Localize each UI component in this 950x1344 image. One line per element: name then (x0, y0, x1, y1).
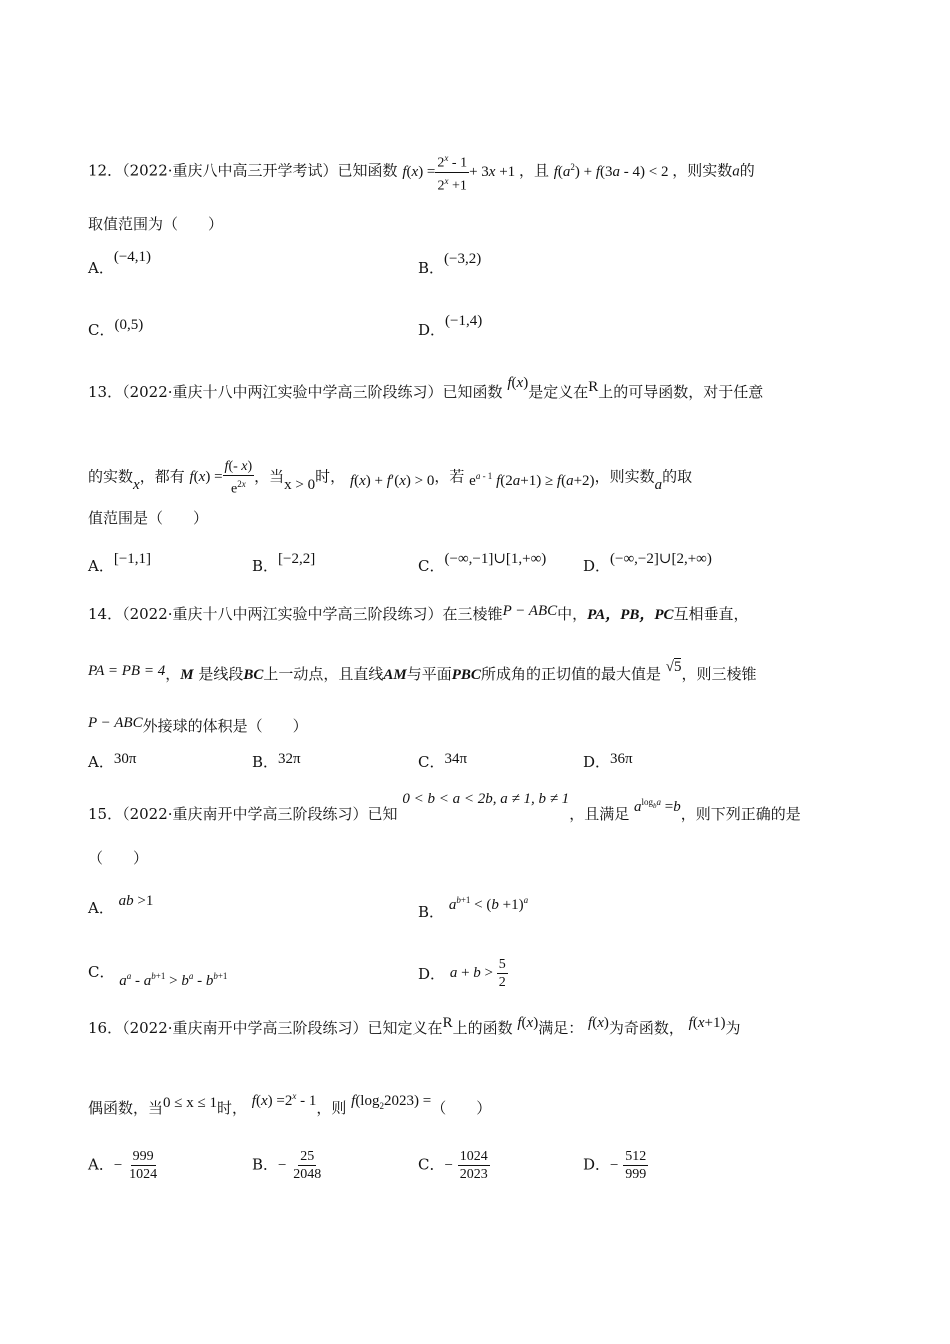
q15-option-b[interactable] (418, 895, 529, 923)
option-value: $a^a - a^{b+1} > b^a - b^{b+1}$ (119, 971, 228, 989)
q16-option-b[interactable] (252, 1148, 323, 1183)
q12-number: 12． (88, 161, 123, 180)
q13-text: ，当 (254, 467, 285, 486)
q16-option-d[interactable] (583, 1148, 648, 1183)
q15-option-d[interactable] (418, 958, 508, 993)
q16-function: f(x) (517, 1015, 539, 1031)
q13-text: 上的可导函数，对于任意 (598, 383, 764, 401)
q16-text: 为奇函数， (608, 1019, 684, 1037)
option-value: (−∞,−2]∪[2,+∞) (610, 551, 712, 567)
q13-line1 (88, 375, 764, 403)
q16-source: （2022·重庆南开中学高三阶段练习） (122, 1019, 368, 1037)
q12-text: 的 (739, 161, 755, 180)
option-fraction: $\frac{25}{2048}$ (293, 1149, 322, 1182)
option-value: 36π (610, 751, 633, 767)
option-label: B． (252, 1155, 279, 1174)
q16-text: 为 (725, 1019, 741, 1037)
q16-shifted-function: f(x+1) (688, 1015, 726, 1031)
q14-text: 与平面 (406, 665, 452, 683)
q14-line3 (88, 716, 308, 737)
q16-option-c[interactable] (418, 1148, 490, 1183)
option-value: 34π (444, 751, 468, 767)
option-value: (−4,1) (113, 249, 152, 265)
q16-text: 偶函数，当 (88, 1099, 164, 1117)
q12-option-c[interactable] (88, 317, 144, 341)
option-label: B． (418, 903, 445, 921)
option-label: B． (252, 557, 279, 575)
option-label: C． (418, 1155, 445, 1174)
q15-log-equation: $a^{log_ba} =b$ (633, 797, 681, 815)
option-value: a + b > $\frac{5}{2}$ (449, 957, 506, 990)
option-label: D． (583, 557, 611, 575)
q15-line2: （ ） (88, 849, 149, 867)
option-value: ab >1 (118, 893, 154, 909)
option-value: (−3,2) (444, 251, 482, 267)
q14-number: 14． (88, 605, 123, 623)
option-label: D． (583, 753, 611, 771)
q12-condition: $f(a^2) + f(3a - 4) < 2$ (553, 161, 673, 180)
q12-function: f(x) = $\frac{2^x - 1}{2^x +1}$ + 3x +1 (402, 164, 519, 180)
q15-option-c[interactable] (88, 958, 228, 989)
q13-text: 已知函数 (442, 383, 503, 401)
q16-query: $f(\log_22023)$ = (351, 1093, 432, 1111)
option-value: (−∞,−1]∪[1,+∞) (444, 551, 547, 567)
q13-text: ，则实数 (594, 467, 655, 486)
q13-text: 是定义在 (528, 383, 589, 401)
q14-point-m: M (180, 667, 194, 683)
q16-text: ，则 (316, 1099, 347, 1117)
q16-number: 16． (88, 1019, 123, 1037)
option-label: D． (583, 1155, 611, 1174)
option-label: B． (252, 753, 279, 771)
q16-line2 (88, 1091, 492, 1124)
q13-text: ，都有 (139, 467, 185, 486)
q14-text: 所成角的正切值的最大值是 (480, 665, 661, 683)
q15-text: ，则下列正确的是 (680, 805, 801, 823)
q14-equal-lengths: PA = PB = 4 (88, 663, 166, 679)
q14-source: （2022·重庆十八中两江实验中学高三阶段练习） (122, 605, 443, 623)
option-value: [−2,2] (278, 551, 316, 567)
q15-option-a[interactable] (88, 893, 154, 919)
option-value: $a^{b+1} < (b +1)^a$ (448, 895, 529, 913)
option-label: D． (418, 321, 446, 339)
option-value: (0,5) (114, 317, 144, 333)
q13-option-b[interactable] (252, 551, 316, 577)
q14-line1 (88, 604, 749, 625)
q14-pyramid: P − ABC (502, 603, 558, 619)
option-value: (−1,4) (445, 313, 483, 329)
option-value: 32π (278, 751, 301, 767)
q16-real-set: R (442, 1015, 453, 1031)
q13-symmetry-formula: f(x) = $\frac{f(- x)}{e^{2x}}$ (189, 459, 253, 497)
option-label: A． (88, 753, 114, 771)
option-label: D． (418, 964, 446, 983)
option-value: 30π (113, 751, 137, 767)
option-label: C． (418, 753, 445, 771)
q14-segment-bc: BC (243, 667, 264, 683)
option-sign: − (444, 1157, 453, 1174)
option-label: A． (88, 899, 114, 917)
q14-text: 互相垂直， (673, 605, 749, 623)
q14-text: ，则三棱锥 (681, 665, 757, 683)
q13-variable-a: a (654, 477, 663, 494)
q13-number: 13． (88, 383, 123, 401)
q12-line1 (88, 150, 755, 194)
q13-line2 (88, 458, 692, 498)
q13-option-c[interactable] (418, 551, 547, 577)
q16-text: 上的函数 (452, 1019, 513, 1037)
q14-pyramid: P − ABC (88, 715, 143, 731)
q16-definition: $f(x) =2^x - 1$ (251, 1091, 317, 1109)
q12-source: （2022·重庆八中高三开学考试） (122, 161, 338, 180)
q16-line1 (88, 1015, 741, 1039)
q14-sqrt-five: √5 (665, 659, 682, 675)
q14-text: 上一动点，且直线 (263, 665, 384, 683)
q14-edges: PA，PB，PC (587, 607, 674, 623)
option-label: C． (88, 963, 115, 981)
q14-plane-pbc: PBC (451, 667, 481, 683)
option-sign: − (113, 1157, 123, 1174)
q14-text: 外接球的体积是（ ） (142, 717, 308, 735)
q14-text: 在三棱锥 (442, 605, 503, 623)
q12-option-a[interactable] (88, 249, 152, 279)
option-sign: − (278, 1157, 287, 1174)
q16-text: 时， (216, 1099, 247, 1117)
q15-condition: 0 < b < a < 2b, a ≠ 1, b ≠ 1 (402, 791, 570, 807)
q12-option-d[interactable] (418, 313, 483, 341)
option-label: A． (88, 557, 114, 575)
q14-text: ， (165, 665, 181, 683)
q12-variable: a (732, 163, 740, 180)
q12-text: ，则实数 (672, 161, 733, 180)
option-sign: − (610, 1157, 619, 1174)
q13-text: 时， (315, 467, 346, 486)
q15-number: 15． (88, 805, 123, 823)
q13-line3: 值范围是（ ） (88, 509, 209, 527)
q14-option-c[interactable] (418, 752, 467, 773)
q13-text: ，若 (434, 467, 465, 486)
q12-text: 已知函数 (337, 161, 398, 180)
q16-interval: 0 ≤ x ≤ 1 (163, 1095, 217, 1111)
q14-option-b[interactable] (252, 752, 301, 773)
q13-inequality: f(x) + f′(x) > 0 (349, 473, 435, 490)
option-fraction: $\frac{512}{999}$ (625, 1149, 647, 1182)
q13-source: （2022·重庆十八中两江实验中学高三阶段练习） (122, 383, 443, 401)
q13-text: 的实数 (88, 467, 134, 486)
q12-option-b[interactable] (418, 251, 482, 279)
option-label: C． (88, 321, 115, 339)
option-fraction: $\frac{1024}{2023}$ (459, 1149, 488, 1182)
q13-function: f(x) (507, 375, 529, 391)
option-label: C． (418, 557, 445, 575)
q12-text: ，且 (518, 161, 549, 180)
option-value: [−1,1] (113, 551, 152, 567)
q15-source: （2022·重庆南开中学高三阶段练习） (122, 805, 368, 823)
q13-condition-inequality: $e^{a - 1}$ f(2a+1) ≥ f(a+2) (469, 471, 595, 490)
option-label: A． (88, 259, 114, 277)
q15-text: ，且满足 (569, 805, 630, 823)
q14-line-am: AM (383, 667, 407, 683)
q15-text: 已知 (367, 805, 398, 823)
q16-text: 已知定义在 (367, 1019, 443, 1037)
q12-line2: 取值范围为（ ） (88, 215, 224, 233)
q16-text: （ ） (431, 1099, 492, 1117)
q14-option-d[interactable] (583, 752, 633, 773)
q13-option-d[interactable] (583, 551, 712, 577)
q13-text: 的取 (662, 467, 693, 486)
option-fraction: $\frac{999}{1024}$ (129, 1149, 158, 1182)
q13-condition-x: x > 0 (284, 477, 316, 494)
q14-option-a[interactable] (88, 752, 136, 773)
q14-line2 (88, 659, 757, 685)
q14-text: 中， (557, 605, 588, 623)
q16-text: 满足： (538, 1019, 584, 1037)
q16-odd-function: f(x) (588, 1015, 609, 1031)
q13-option-a[interactable] (88, 551, 152, 577)
q13-variable-x: x (133, 477, 140, 494)
q16-option-a[interactable] (88, 1148, 159, 1183)
option-label: A． (88, 1155, 114, 1174)
q14-text: 是线段 (198, 665, 244, 683)
option-label: B． (418, 259, 445, 277)
q13-real-set: R (588, 379, 599, 395)
q15-line1 (88, 791, 801, 825)
